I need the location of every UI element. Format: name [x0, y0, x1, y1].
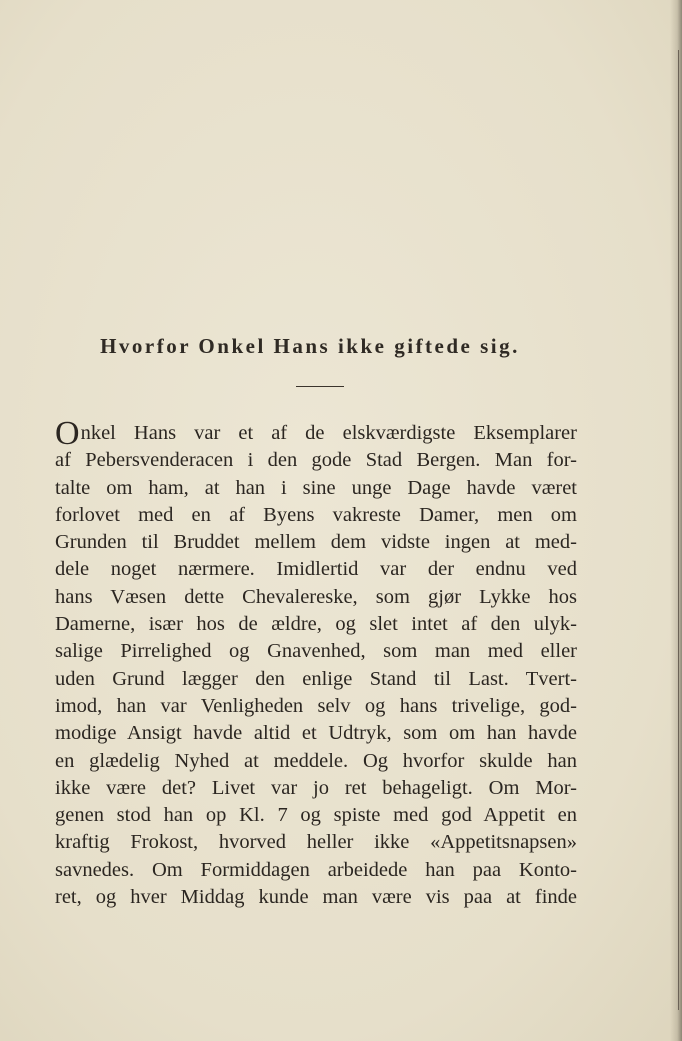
title-divider — [296, 386, 344, 387]
chapter-title: Hvorfor Onkel Hans ikke giftede sig. — [100, 334, 520, 358]
page-spine-shadow — [670, 0, 682, 1041]
text-line-12: modige Ansigt havde altid et Udtryk, som om han havde — [55, 722, 577, 745]
text-line-3: talte om ham, at han i sine unge Dage havde været — [55, 476, 577, 499]
text-line-13: en glædelig Nyhed at meddele. Og hvorfor skulde han — [55, 749, 577, 772]
text-line-6: dele noget nærmere. Imidlertid var der endnu ved — [55, 558, 577, 581]
text-line-10: uden Grund lægger den enlige Stand til Last. Tvert- — [55, 667, 577, 690]
text-line-7: hans Væsen dette Chevalereske, som gjør Lykke hos — [55, 585, 577, 608]
text-line-4: forlovet med en af Byens vakreste Damer, men om — [55, 503, 577, 526]
text-line-9: salige Pirrelighed og Gnavenhed, som man med eller — [55, 640, 577, 663]
body-text — [55, 415, 577, 911]
text-line-1-rest: nkel Hans var et af de elskværdigste Eksemplarer — [80, 422, 577, 444]
drop-cap: O — [55, 415, 80, 453]
text-line-2: af Pebersvenderacen i den gode Stad Bergen. Man for- — [55, 449, 577, 472]
text-line-1 — [55, 415, 577, 453]
text-line-17: savnedes. Om Formiddagen arbeidede han paa Konto- — [55, 858, 577, 881]
text-line-5: Grunden til Bruddet mellem dem vidste ingen at med- — [55, 531, 577, 554]
page-edge-line — [678, 50, 679, 1010]
text-line-15: genen stod han op Kl. 7 og spiste med god Appetit en — [55, 804, 577, 827]
text-line-14: ikke være det? Livet var jo ret behageligt. Om Mor- — [55, 776, 577, 799]
text-line-16: kraftig Frokost, hvorved heller ikke «Appetitsnapsen» — [55, 831, 577, 854]
text-line-18: ret, og hver Middag kunde man være vis paa at finde — [55, 886, 577, 909]
text-line-8: Damerne, især hos de ældre, og slet intet af den ulyk- — [55, 613, 577, 636]
text-line-11: imod, han var Venligheden selv og hans trivelige, god- — [55, 694, 577, 717]
